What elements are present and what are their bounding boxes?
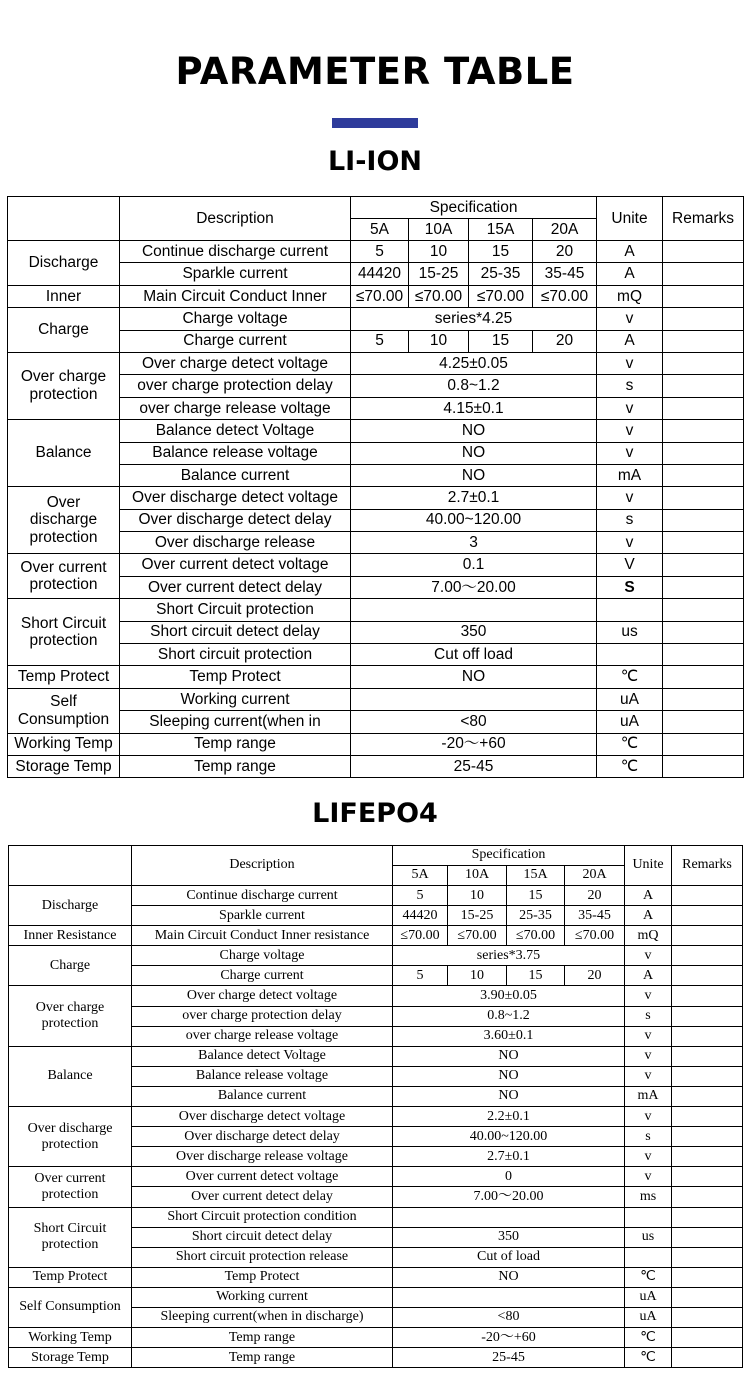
param-description: Balance release voltage bbox=[120, 442, 351, 464]
spec-value: 3.90±0.05 bbox=[393, 986, 625, 1006]
remarks-cell bbox=[663, 576, 744, 598]
spec-value: 20 bbox=[533, 330, 597, 352]
header-description: Description bbox=[120, 197, 351, 241]
spec-value: NO bbox=[393, 1046, 625, 1066]
spec-value: 4.15±0.1 bbox=[351, 397, 597, 419]
page-title: PARAMETER TABLE bbox=[175, 50, 575, 93]
param-description: Over discharge detect voltage bbox=[120, 487, 351, 509]
unit: ms bbox=[625, 1187, 672, 1207]
spec-value: 15 bbox=[469, 241, 533, 263]
param-description: Over discharge detect delay bbox=[132, 1127, 393, 1147]
spec-value: Cut of load bbox=[393, 1247, 625, 1267]
spec-value: 40.00~120.00 bbox=[393, 1127, 625, 1147]
param-description: over charge release voltage bbox=[132, 1026, 393, 1046]
unit: uA bbox=[625, 1307, 672, 1327]
header-size: 10A bbox=[448, 866, 507, 886]
unit: v bbox=[597, 532, 663, 554]
section-title-liion: LI-ION bbox=[327, 146, 423, 177]
remarks-cell bbox=[672, 1307, 743, 1327]
remarks-cell bbox=[663, 487, 744, 509]
unit: us bbox=[597, 621, 663, 643]
header-unite: Unite bbox=[625, 846, 672, 886]
spec-value: 35-45 bbox=[533, 263, 597, 285]
unit: V bbox=[597, 554, 663, 576]
unit: ℃ bbox=[597, 755, 663, 777]
header-blank bbox=[8, 197, 120, 241]
param-description: Over current detect delay bbox=[120, 576, 351, 598]
unit: v bbox=[625, 1147, 672, 1167]
spec-value: 40.00~120.00 bbox=[351, 509, 597, 531]
remarks-cell bbox=[663, 285, 744, 307]
param-description: Sleeping current(when in discharge) bbox=[132, 1307, 393, 1327]
remarks-cell bbox=[663, 644, 744, 666]
param-description: Over discharge release bbox=[120, 532, 351, 554]
param-description: Sleeping current(when in bbox=[120, 711, 351, 733]
param-description: Charge voltage bbox=[132, 946, 393, 966]
remarks-cell bbox=[672, 1328, 743, 1348]
param-description: Temp range bbox=[132, 1328, 393, 1348]
unit: uA bbox=[597, 711, 663, 733]
spec-value: 2.2±0.1 bbox=[393, 1107, 625, 1127]
remarks-cell bbox=[672, 906, 743, 926]
unit: A bbox=[597, 241, 663, 263]
spec-value: series*3.75 bbox=[393, 946, 625, 966]
unit: v bbox=[625, 1046, 672, 1066]
param-description: Charge voltage bbox=[120, 308, 351, 330]
param-description: over charge protection delay bbox=[120, 375, 351, 397]
remarks-cell bbox=[663, 464, 744, 486]
unit bbox=[625, 1207, 672, 1227]
unit: s bbox=[625, 1006, 672, 1026]
remarks-cell bbox=[672, 1147, 743, 1167]
spec-value: 10 bbox=[448, 886, 507, 906]
spec-value: 44420 bbox=[351, 263, 409, 285]
group-label: Short Circuit protection bbox=[8, 599, 120, 666]
spec-value: 15 bbox=[507, 886, 565, 906]
param-description: Short Circuit protection bbox=[120, 599, 351, 621]
spec-value: 25-45 bbox=[393, 1348, 625, 1368]
spec-value: NO bbox=[351, 464, 597, 486]
spec-value: 20 bbox=[565, 966, 625, 986]
group-label: Discharge bbox=[9, 886, 132, 926]
unit: ℃ bbox=[625, 1348, 672, 1368]
group-label: Charge bbox=[8, 308, 120, 353]
group-label: Working Temp bbox=[8, 733, 120, 755]
remarks-cell bbox=[672, 1107, 743, 1127]
unit: us bbox=[625, 1227, 672, 1247]
header-description: Description bbox=[132, 846, 393, 886]
unit: s bbox=[625, 1127, 672, 1147]
param-description: Short circuit protection bbox=[120, 644, 351, 666]
unit: ℃ bbox=[597, 733, 663, 755]
spec-value: NO bbox=[393, 1267, 625, 1287]
unit: S bbox=[597, 576, 663, 598]
unit: v bbox=[597, 308, 663, 330]
spec-value: 25-35 bbox=[507, 906, 565, 926]
header-blank bbox=[9, 846, 132, 886]
group-label: Over charge protection bbox=[8, 352, 120, 419]
unit: v bbox=[625, 1167, 672, 1187]
spec-value: 25-45 bbox=[351, 755, 597, 777]
unit: mA bbox=[625, 1086, 672, 1106]
liion-parameter-table bbox=[7, 196, 744, 778]
spec-value: 0.8~1.2 bbox=[393, 1006, 625, 1026]
spec-value: 10 bbox=[409, 330, 469, 352]
spec-value: 10 bbox=[448, 966, 507, 986]
remarks-cell bbox=[672, 966, 743, 986]
remarks-cell bbox=[672, 886, 743, 906]
param-description: Over current detect voltage bbox=[132, 1167, 393, 1187]
header-size: 15A bbox=[507, 866, 565, 886]
remarks-cell bbox=[672, 946, 743, 966]
header-size: 10A bbox=[409, 219, 469, 241]
spec-value: ≤70.00 bbox=[409, 285, 469, 307]
param-description: Balance current bbox=[132, 1086, 393, 1106]
unit: mQ bbox=[597, 285, 663, 307]
spec-value: <80 bbox=[351, 711, 597, 733]
spec-value: ≤70.00 bbox=[565, 926, 625, 946]
group-label: Balance bbox=[9, 1046, 132, 1106]
remarks-cell bbox=[663, 420, 744, 442]
unit: v bbox=[625, 986, 672, 1006]
remarks-cell bbox=[663, 308, 744, 330]
unit: s bbox=[597, 509, 663, 531]
remarks-cell bbox=[663, 241, 744, 263]
spec-value: 2.7±0.1 bbox=[351, 487, 597, 509]
group-label: Working Temp bbox=[9, 1328, 132, 1348]
param-description: Sparkle current bbox=[132, 906, 393, 926]
unit: uA bbox=[625, 1287, 672, 1307]
remarks-cell bbox=[663, 666, 744, 688]
remarks-cell bbox=[672, 1046, 743, 1066]
group-label: Temp Protect bbox=[8, 666, 120, 688]
param-description: Over charge detect voltage bbox=[120, 352, 351, 374]
remarks-cell bbox=[672, 1267, 743, 1287]
spec-value: NO bbox=[351, 420, 597, 442]
spec-value: 3.60±0.1 bbox=[393, 1026, 625, 1046]
spec-value: NO bbox=[351, 666, 597, 688]
param-description: Temp Protect bbox=[120, 666, 351, 688]
unit bbox=[597, 644, 663, 666]
remarks-cell bbox=[672, 986, 743, 1006]
spec-value: ≤70.00 bbox=[507, 926, 565, 946]
group-label: Temp Protect bbox=[9, 1267, 132, 1287]
spec-value: ≤70.00 bbox=[448, 926, 507, 946]
remarks-cell bbox=[663, 330, 744, 352]
remarks-cell bbox=[672, 1287, 743, 1307]
header-size: 5A bbox=[351, 219, 409, 241]
unit bbox=[625, 1247, 672, 1267]
unit: v bbox=[597, 487, 663, 509]
spec-value: series*4.25 bbox=[351, 308, 597, 330]
header-size: 20A bbox=[533, 219, 597, 241]
param-description: Working current bbox=[132, 1287, 393, 1307]
group-label: Over current protection bbox=[9, 1167, 132, 1207]
param-description: Short circuit detect delay bbox=[120, 621, 351, 643]
spec-value: 0.1 bbox=[351, 554, 597, 576]
spec-value: 35-45 bbox=[565, 906, 625, 926]
spec-value: NO bbox=[393, 1086, 625, 1106]
remarks-cell bbox=[672, 1066, 743, 1086]
group-label: Balance bbox=[8, 420, 120, 487]
header-size: 5A bbox=[393, 866, 448, 886]
remarks-cell bbox=[672, 1086, 743, 1106]
spec-value: 20 bbox=[565, 886, 625, 906]
remarks-cell bbox=[672, 1006, 743, 1026]
spec-value: ≤70.00 bbox=[393, 926, 448, 946]
spec-value bbox=[393, 1287, 625, 1307]
param-description: Temp range bbox=[120, 755, 351, 777]
spec-value: 3 bbox=[351, 532, 597, 554]
spec-value: NO bbox=[393, 1066, 625, 1086]
unit: A bbox=[625, 966, 672, 986]
param-description: Short Circuit protection condition bbox=[132, 1207, 393, 1227]
unit: s bbox=[597, 375, 663, 397]
header-size: 20A bbox=[565, 866, 625, 886]
remarks-cell bbox=[672, 1207, 743, 1227]
unit: v bbox=[597, 397, 663, 419]
unit: v bbox=[625, 1107, 672, 1127]
spec-value: -20～+60 bbox=[393, 1328, 625, 1348]
spec-value: 7.00～20.00 bbox=[351, 576, 597, 598]
remarks-cell bbox=[663, 397, 744, 419]
param-description: Continue discharge current bbox=[120, 241, 351, 263]
param-description: Temp range bbox=[120, 733, 351, 755]
unit: mQ bbox=[625, 926, 672, 946]
param-description: Over current detect voltage bbox=[120, 554, 351, 576]
remarks-cell bbox=[672, 1227, 743, 1247]
header-remarks: Remarks bbox=[672, 846, 743, 886]
unit: v bbox=[625, 946, 672, 966]
param-description: Balance release voltage bbox=[132, 1066, 393, 1086]
param-description: Over current detect delay bbox=[132, 1187, 393, 1207]
spec-value: Cut off load bbox=[351, 644, 597, 666]
spec-value: 350 bbox=[393, 1227, 625, 1247]
param-description: Charge current bbox=[120, 330, 351, 352]
spec-value: ≤70.00 bbox=[351, 285, 409, 307]
param-description: Temp Protect bbox=[132, 1267, 393, 1287]
group-label: Charge bbox=[9, 946, 132, 986]
remarks-cell bbox=[663, 509, 744, 531]
unit: uA bbox=[597, 688, 663, 710]
param-description: Continue discharge current bbox=[132, 886, 393, 906]
param-description: Main Circuit Conduct Inner resistance bbox=[132, 926, 393, 946]
param-description: Over discharge detect delay bbox=[120, 509, 351, 531]
section-title-lifepo4: LIFEPO4 bbox=[312, 798, 438, 829]
spec-value: 15 bbox=[469, 330, 533, 352]
param-description: Balance detect Voltage bbox=[120, 420, 351, 442]
spec-value: 20 bbox=[533, 241, 597, 263]
spec-value: 25-35 bbox=[469, 263, 533, 285]
unit: A bbox=[625, 906, 672, 926]
unit: v bbox=[597, 420, 663, 442]
param-description: Over charge detect voltage bbox=[132, 986, 393, 1006]
spec-value: 10 bbox=[409, 241, 469, 263]
param-description: over charge release voltage bbox=[120, 397, 351, 419]
remarks-cell bbox=[663, 263, 744, 285]
spec-value: 5 bbox=[393, 966, 448, 986]
unit: mA bbox=[597, 464, 663, 486]
unit: A bbox=[597, 263, 663, 285]
spec-value bbox=[393, 1207, 625, 1227]
spec-value: 15-25 bbox=[409, 263, 469, 285]
group-label: Over discharge protection bbox=[8, 487, 120, 554]
unit bbox=[597, 599, 663, 621]
unit: v bbox=[597, 352, 663, 374]
spec-value: 5 bbox=[351, 330, 409, 352]
remarks-cell bbox=[663, 688, 744, 710]
remarks-cell bbox=[663, 755, 744, 777]
group-label: Over charge protection bbox=[9, 986, 132, 1046]
spec-value: 15 bbox=[507, 966, 565, 986]
group-label: Over discharge protection bbox=[9, 1107, 132, 1167]
spec-value: NO bbox=[351, 442, 597, 464]
unit: v bbox=[625, 1066, 672, 1086]
param-description: Balance detect Voltage bbox=[132, 1046, 393, 1066]
group-label: Over current protection bbox=[8, 554, 120, 599]
remarks-cell bbox=[672, 926, 743, 946]
remarks-cell bbox=[672, 1187, 743, 1207]
remarks-cell bbox=[663, 532, 744, 554]
unit: ℃ bbox=[625, 1328, 672, 1348]
spec-value bbox=[351, 599, 597, 621]
header-size: 15A bbox=[469, 219, 533, 241]
param-description: Short circuit detect delay bbox=[132, 1227, 393, 1247]
param-description: Short circuit protection release bbox=[132, 1247, 393, 1267]
spec-value: 44420 bbox=[393, 906, 448, 926]
remarks-cell bbox=[663, 599, 744, 621]
group-label: Short Circuit protection bbox=[9, 1207, 132, 1267]
param-description: Sparkle current bbox=[120, 263, 351, 285]
unit: v bbox=[625, 1026, 672, 1046]
group-label: Storage Temp bbox=[8, 755, 120, 777]
param-description: over charge protection delay bbox=[132, 1006, 393, 1026]
unit: ℃ bbox=[597, 666, 663, 688]
header-remarks: Remarks bbox=[663, 197, 744, 241]
remarks-cell bbox=[663, 352, 744, 374]
param-description: Temp range bbox=[132, 1348, 393, 1368]
group-label: Storage Temp bbox=[9, 1348, 132, 1368]
header-specification: Specification bbox=[393, 846, 625, 866]
spec-value: 2.7±0.1 bbox=[393, 1147, 625, 1167]
spec-value: 7.00～20.00 bbox=[393, 1187, 625, 1207]
unit: v bbox=[597, 442, 663, 464]
spec-value: ≤70.00 bbox=[533, 285, 597, 307]
param-description: Working current bbox=[120, 688, 351, 710]
remarks-cell bbox=[672, 1348, 743, 1368]
param-description: Charge current bbox=[132, 966, 393, 986]
spec-value: 0 bbox=[393, 1167, 625, 1187]
spec-value: <80 bbox=[393, 1307, 625, 1327]
remarks-cell bbox=[672, 1167, 743, 1187]
unit: A bbox=[625, 886, 672, 906]
header-unite: Unite bbox=[597, 197, 663, 241]
header-specification: Specification bbox=[351, 197, 597, 219]
lifepo4-parameter-table bbox=[8, 845, 743, 1368]
group-label: Self Consumption bbox=[8, 688, 120, 733]
spec-value: 350 bbox=[351, 621, 597, 643]
spec-value: 15-25 bbox=[448, 906, 507, 926]
spec-value: 0.8~1.2 bbox=[351, 375, 597, 397]
remarks-cell bbox=[672, 1247, 743, 1267]
title-underline bbox=[332, 118, 418, 128]
remarks-cell bbox=[663, 554, 744, 576]
remarks-cell bbox=[663, 711, 744, 733]
remarks-cell bbox=[663, 442, 744, 464]
remarks-cell bbox=[672, 1026, 743, 1046]
group-label: Inner bbox=[8, 285, 120, 307]
remarks-cell bbox=[663, 733, 744, 755]
param-description: Over discharge release voltage bbox=[132, 1147, 393, 1167]
spec-value: 5 bbox=[351, 241, 409, 263]
unit: A bbox=[597, 330, 663, 352]
remarks-cell bbox=[672, 1127, 743, 1147]
group-label: Self Consumption bbox=[9, 1287, 132, 1327]
spec-value: 5 bbox=[393, 886, 448, 906]
group-label: Discharge bbox=[8, 241, 120, 286]
param-description: Over discharge detect voltage bbox=[132, 1107, 393, 1127]
unit: ℃ bbox=[625, 1267, 672, 1287]
spec-value: ≤70.00 bbox=[469, 285, 533, 307]
spec-value: 4.25±0.05 bbox=[351, 352, 597, 374]
group-label: Inner Resistance bbox=[9, 926, 132, 946]
param-description: Balance current bbox=[120, 464, 351, 486]
spec-value bbox=[351, 688, 597, 710]
remarks-cell bbox=[663, 621, 744, 643]
remarks-cell bbox=[663, 375, 744, 397]
param-description: Main Circuit Conduct Inner bbox=[120, 285, 351, 307]
spec-value: -20～+60 bbox=[351, 733, 597, 755]
